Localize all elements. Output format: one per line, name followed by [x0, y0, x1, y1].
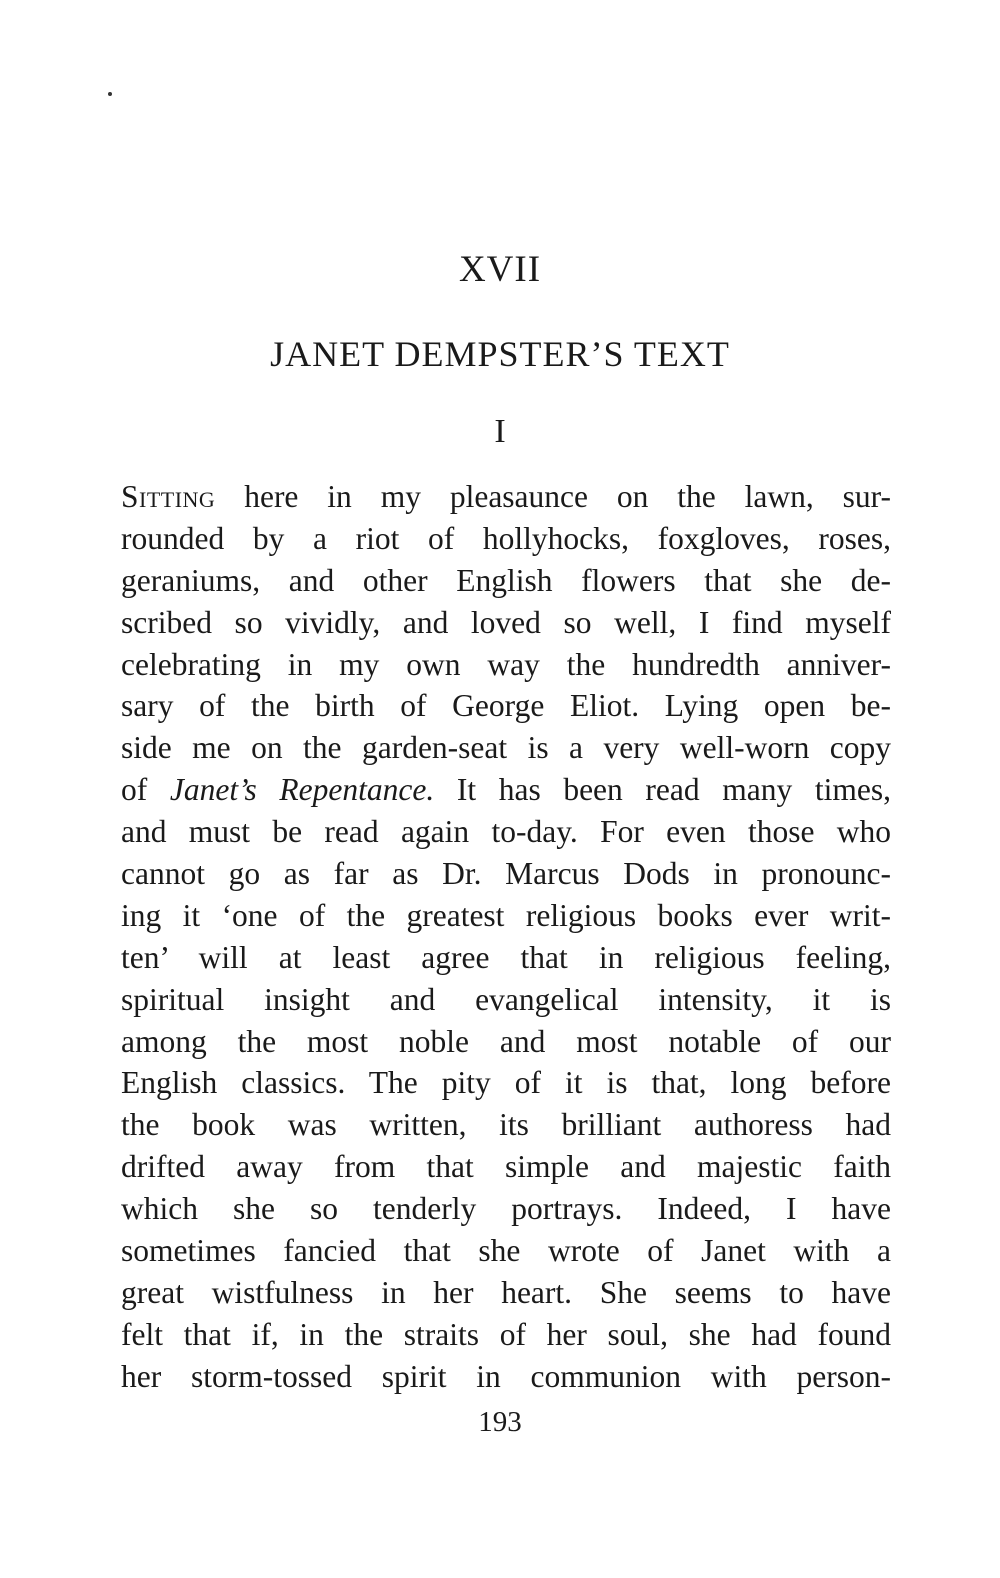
text-line: side me on the garden-seat is a very well-worn copy [121, 730, 891, 766]
text-line: great wistfulness in her heart. She seems to have [121, 1274, 891, 1310]
section-number: I [494, 413, 506, 450]
text-line: spiritual insight and evangelical intensity, it is [121, 981, 891, 1017]
text-line [121, 769, 891, 811]
text-line: and must be read again to-day. For even those who [121, 814, 891, 850]
text-line: drifted away from that simple and majestic faith [121, 1149, 891, 1185]
text-line: felt that if, in the straits of her soul, she had found [121, 1316, 891, 1352]
chapter-title: JANET DEMPSTER’S TEXT [270, 334, 730, 374]
chapter-number: XVII [458, 249, 542, 290]
page-number: 193 [478, 1406, 522, 1438]
text-line: rounded by a riot of hollyhocks, foxgloves, roses, [121, 520, 891, 556]
text-line: sary of the birth of George Eliot. Lying open be- [121, 688, 891, 724]
body-text [121, 476, 891, 1398]
text-line: geraniums, and other English flowers that she de- [121, 562, 891, 598]
text-line: scribed so vividly, and loved so well, I find myself [121, 604, 891, 640]
text-line [121, 476, 891, 518]
line-prefix: of [121, 772, 170, 808]
lead-word: Sitting [121, 479, 216, 514]
line-suffix: It has been read many times, [434, 772, 891, 808]
line-text: here in my pleasaunce on the lawn, sur- [215, 479, 891, 514]
book-title: Janet’s Repentance. [169, 772, 435, 808]
text-line: the book was written, its brilliant authoress had [121, 1107, 891, 1143]
text-line: which she so tenderly portrays. Indeed, I have [121, 1191, 891, 1227]
print-speck [108, 92, 112, 96]
text-line: celebrating in my own way the hundredth anniver- [121, 646, 891, 682]
text-line: sometimes fancied that she wrote of Janet with a [121, 1233, 891, 1269]
text-line: among the most noble and most notable of our [121, 1023, 891, 1059]
text-line: ten’ will at least agree that in religious feeling, [121, 939, 891, 975]
text-line: cannot go as far as Dr. Marcus Dods in pronounc- [121, 856, 891, 892]
text-line: English classics. The pity of it is that, long before [121, 1065, 891, 1101]
text-line: her storm-tossed spirit in communion with person- [121, 1358, 891, 1394]
text-line: ing it ‘one of the greatest religious books ever writ- [121, 897, 891, 933]
